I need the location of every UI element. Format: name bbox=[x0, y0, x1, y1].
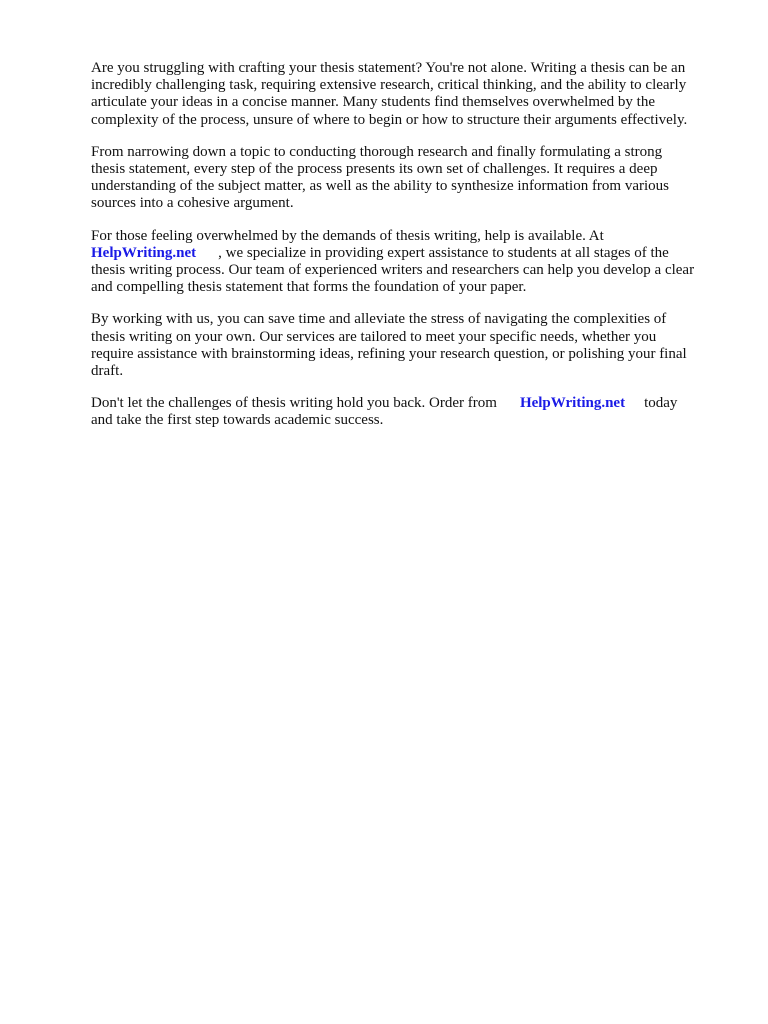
text-line: sources into a cohesive argument. bbox=[91, 195, 294, 212]
paragraph-benefits bbox=[91, 311, 721, 380]
text-line: By working with us, you can save time and alleviate the stress of navigating the complexities of bbox=[91, 311, 667, 328]
text-line: require assistance with brainstorming ideas, refining your research question, or polishing your final bbox=[91, 345, 687, 362]
text-line: incredibly challenging task, requiring extensive research, critical thinking, and the ability to clearly bbox=[91, 77, 687, 94]
text-segment: Don't let the challenges of thesis writing hold you back. Order from bbox=[91, 395, 497, 412]
paragraph-cta bbox=[91, 395, 721, 429]
text-line: thesis writing on your own. Our services are tailored to meet your specific needs, whether you bbox=[91, 328, 657, 345]
paragraph-challenges bbox=[91, 144, 721, 213]
text-line: thesis writing process. Our team of experienced writers and researchers can help you develop a clear bbox=[91, 262, 695, 279]
text-line: thesis statement, every step of the process presents its own set of challenges. It requires a deep bbox=[91, 161, 658, 178]
text-line: and take the first step towards academic success. bbox=[91, 412, 384, 429]
paragraph-help bbox=[91, 228, 721, 297]
text-line: articulate your ideas in a concise manner. Many students find themselves overwhelmed by the bbox=[91, 94, 656, 111]
text-line: For those feeling overwhelmed by the demands of thesis writing, help is available. At bbox=[91, 227, 604, 244]
text-line: complexity of the process, unsure of where to begin or how to structure their arguments effectively. bbox=[91, 111, 688, 128]
text-segment: , we specialize in providing expert assistance to students at all stages of the bbox=[218, 244, 669, 261]
text-line bbox=[91, 395, 721, 412]
text-line bbox=[91, 245, 721, 262]
text-line: understanding of the subject matter, as well as the ability to synthesize information from various bbox=[91, 178, 670, 195]
text-line: From narrowing down a topic to conducting thorough research and finally formulating a strong bbox=[91, 143, 663, 160]
text-line: draft. bbox=[91, 363, 124, 380]
document-page bbox=[91, 60, 721, 445]
paragraph-intro bbox=[91, 60, 721, 129]
helpwriting-link[interactable]: HelpWriting.net bbox=[91, 244, 197, 261]
text-segment: today bbox=[644, 395, 678, 412]
helpwriting-link[interactable]: HelpWriting.net bbox=[519, 395, 626, 412]
text-line: and compelling thesis statement that forms the foundation of your paper. bbox=[91, 279, 527, 296]
text-line: Are you struggling with crafting your thesis statement? You're not alone. Writing a thesis can be an bbox=[91, 60, 686, 76]
